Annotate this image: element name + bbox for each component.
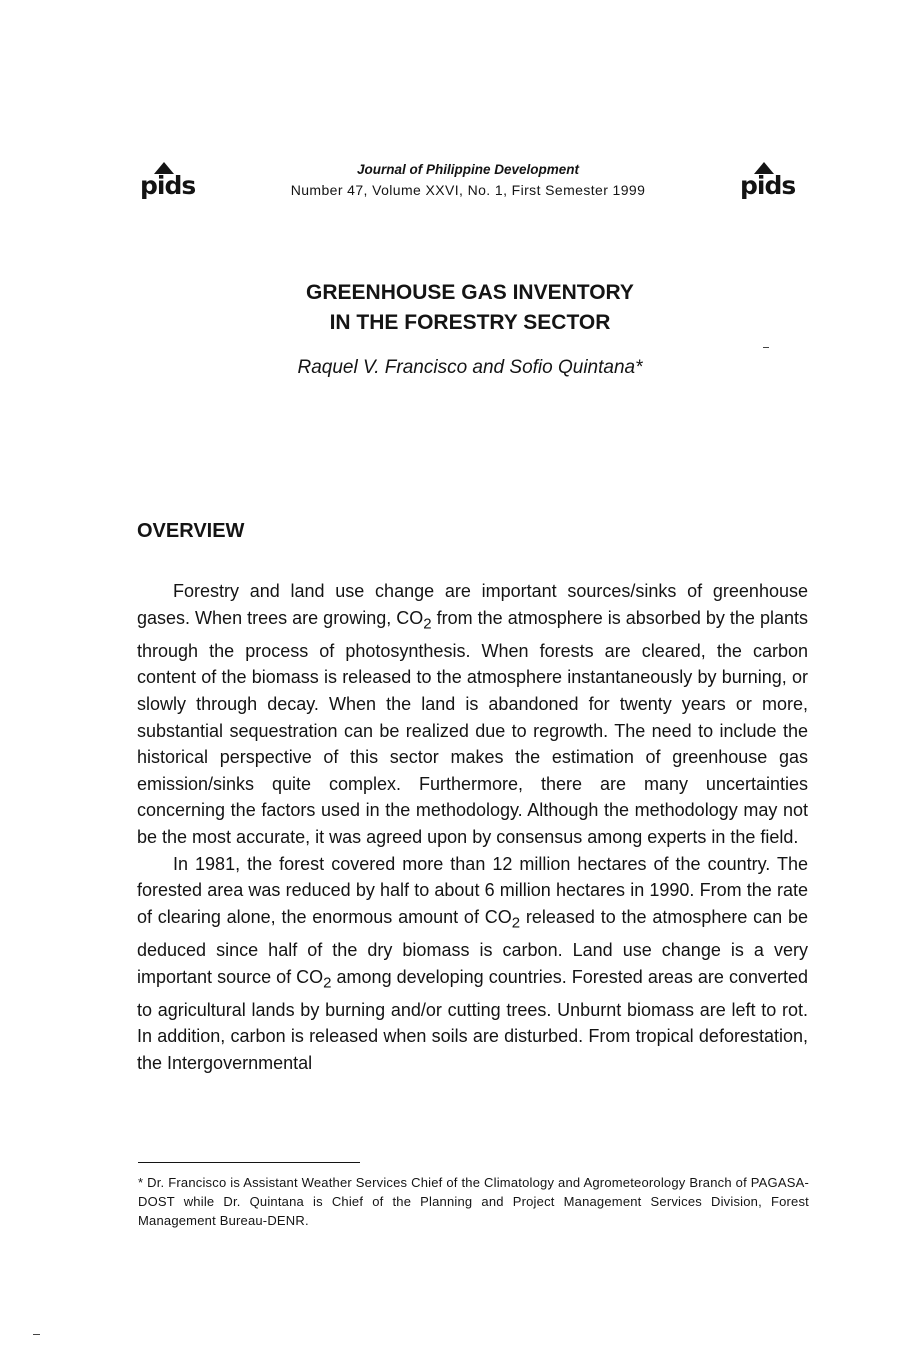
scan-speck: [763, 347, 769, 348]
footnote-divider: [138, 1162, 360, 1163]
logo-text: pids: [740, 171, 796, 200]
title-line-2: IN THE FORESTRY SECTOR: [329, 311, 611, 334]
journal-title: Journal of Philippine Development: [356, 162, 580, 177]
body-text: [137, 578, 808, 1076]
paragraph: In 1981, the forest covered more than 12 million hectares of the country. The forested area was reduced by half to about 6 million hectares in 1990. From the rate of clearing alone, the enormous amount of $CO_2$ released to the atmosphere can be deduced since half of the dry biomass is carbon. Land use change is a very important source of $CO_2$ among developing countries. Forested areas are converted to agricultural lands by burning and/or cutting trees. Unburnt biomass are left to rot. In addition, carbon is released when soils are disturbed. From tropical deforestation, the Intergovernmental: [137, 853, 809, 1073]
paragraph: Forestry and land use change are important sources/sinks of greenhouse gases. When trees are growing, $CO_2$ from the atmosphere is absorbed by the plants through the process of photosynthesis. When forests are cleared, the carbon content of the biomass is released to the atmosphere instantaneously by burning, or slowly through decay. When the land is abandoned for twenty years or more, substantial sequestration can be realized due to regrowth. The need to include the historical perspective of this sector makes the estimation of greenhouse gas emission/sinks quite complex. Furthermore, there are many uncertainties concerning the factors used in the methodology. Although the methodology may not be the most accurate, it was agreed upon by consensus among experts in the field.: [137, 581, 808, 847]
footnote: * Dr. Francisco is Assistant Weather Services Chief of the Climatology and Agrometeorology Branch of PAGASA-DOST while Dr. Quintana is Chief of the Planning and Project Management Services Division, Forest Management Bureau-DENR.: [138, 1175, 809, 1228]
journal-issue: Number 47, Volume XXVI, No. 1, First Semester 1999: [290, 182, 646, 198]
article-authors: Raquel V. Francisco and Sofio Quintana*: [297, 357, 643, 378]
journal-header: [248, 160, 688, 200]
section-heading: OVERVIEW: [137, 520, 245, 542]
article-title: [160, 278, 780, 338]
scan-speck: [33, 1334, 40, 1335]
logo-text: pids: [140, 171, 196, 200]
title-line-1: GREENHOUSE GAS INVENTORY: [306, 281, 634, 304]
